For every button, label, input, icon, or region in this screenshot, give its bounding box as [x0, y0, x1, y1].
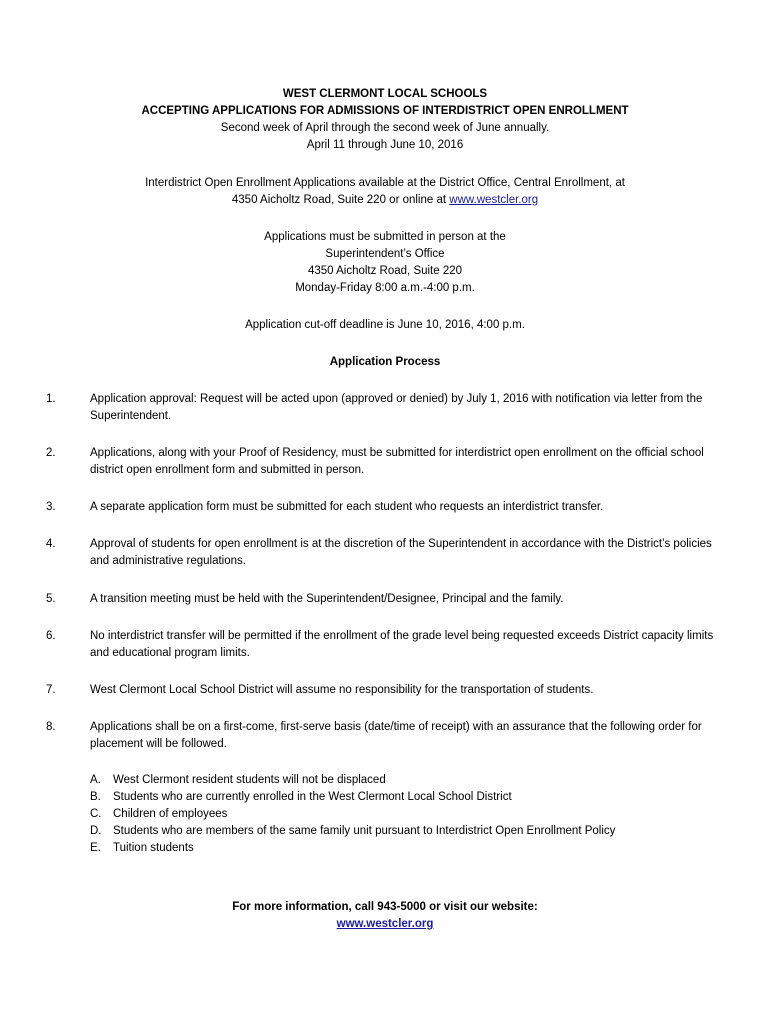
sub-item-letter: B. — [90, 791, 101, 803]
sub-item-letter: D. — [90, 825, 102, 837]
header-subtitle: ACCEPTING APPLICATIONS FOR ADMISSIONS OF INTERDISTRICT OPEN ENROLLMENT — [141, 105, 629, 117]
header-title: WEST CLERMONT LOCAL SCHOOLS — [282, 88, 488, 100]
sub-item-text: Tuition students — [113, 842, 194, 854]
item-number: 2. — [46, 447, 56, 459]
sub-item-text: Students who are members of the same family unit pursuant to Interdistrict Open Enrollment Policy — [113, 825, 616, 837]
sub-item-letter: E. — [90, 842, 101, 854]
deadline-text: Application cut-off deadline is June 10, 2016, 4:00 p.m. — [245, 319, 525, 331]
sub-item-text: Students who are currently enrolled in the West Clermont Local School District — [113, 791, 512, 803]
sub-list-item — [90, 840, 690, 857]
item-number: 3. — [46, 501, 56, 513]
item-text: Applications, along with your Proof of Residency, must be submitted for interdistrict open enrollment on the official school district open enrollment form and submitted in person. — [90, 447, 704, 476]
header-period: Second week of April through the second week of June annually. — [220, 122, 550, 134]
sub-item-text: West Clermont resident students will not be displaced — [113, 774, 386, 786]
sub-item-letter: A. — [90, 774, 101, 786]
submission-address: 4350 Aicholtz Road, Suite 220 — [307, 265, 463, 277]
header-dates: April 11 through June 10, 2016 — [306, 139, 464, 151]
sub-list-item — [90, 772, 690, 789]
item-text: A separate application form must be submitted for each student who requests an interdistrict transfer. — [90, 501, 604, 513]
sub-item-letter: C. — [90, 808, 102, 820]
item-text: Applications shall be on a first-come, first-serve basis (date/time of receipt) with an assurance that the following order for placement will be followed. — [90, 721, 702, 750]
document-header — [0, 86, 770, 154]
sub-list-item — [90, 806, 690, 823]
item-text: West Clermont Local School District will assume no responsibility for the transportation of students. — [90, 684, 594, 696]
item-text: Application approval: Request will be acted upon (approved or denied) by July 1, 2016 with notification via letter from the Superintendent. — [90, 393, 703, 422]
item-number: 4. — [46, 538, 56, 550]
submission-office: Superintendent’s Office — [325, 248, 445, 260]
submission-hours: Monday-Friday 8:00 a.m.-4:00 p.m. — [295, 282, 475, 294]
availability-address: 4350 Aicholtz Road, Suite 220 or online at — [231, 194, 450, 206]
footer-link-line — [0, 916, 770, 933]
sub-item-text: Children of employees — [113, 808, 228, 820]
item-number: 1. — [46, 393, 56, 405]
sub-list-item — [90, 823, 690, 840]
website-link[interactable]: www.westcler.org — [449, 194, 539, 206]
item-number: 7. — [46, 684, 56, 696]
item-number: 6. — [46, 630, 56, 642]
item-number: 5. — [46, 593, 56, 605]
availability-address-line — [0, 192, 770, 209]
footer-info: For more information, call 943-5000 or visit our website: — [232, 901, 538, 913]
sub-list-item — [90, 789, 690, 806]
footer-website-link[interactable]: www.westcler.org — [336, 918, 434, 930]
availability-line: Interdistrict Open Enrollment Applications available at the District Office, Central Enrollment, at — [145, 177, 625, 189]
placement-order-list — [90, 772, 690, 857]
submission-section — [0, 229, 770, 297]
submission-line: Applications must be submitted in person at the — [264, 231, 506, 243]
availability-section — [0, 175, 770, 209]
item-text: A transition meeting must be held with the Superintendent/Designee, Principal and the family. — [90, 593, 564, 605]
item-text: No interdistrict transfer will be permitted if the enrollment of the grade level being requested exceeds District capacity limits and educational program limits. — [90, 630, 714, 659]
item-number: 8. — [46, 721, 56, 733]
process-title: Application Process — [329, 356, 441, 368]
item-text: Approval of students for open enrollment is at the discretion of the Superintendent in accordance with the District’s policies and administrative regulations. — [90, 538, 712, 567]
